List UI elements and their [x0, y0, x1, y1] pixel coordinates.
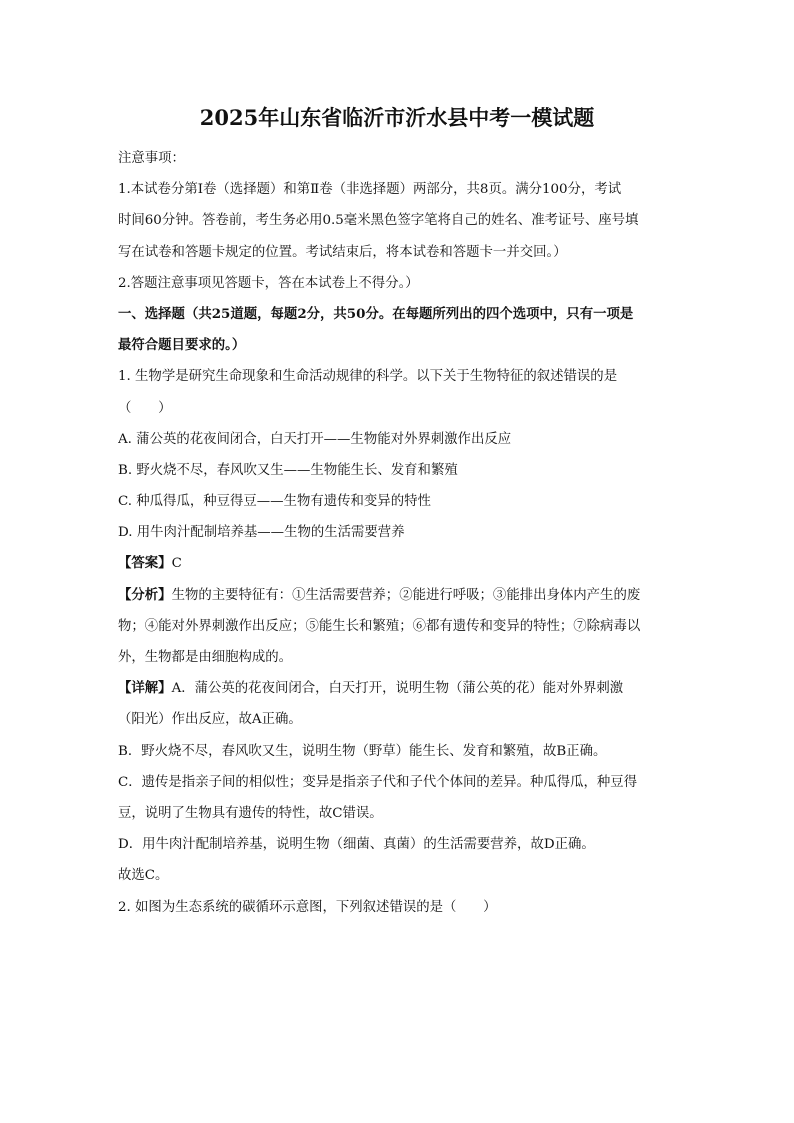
answer-value: C: [171, 556, 182, 572]
analysis-text-1: 生物的主要特征有：①生活需要营养；②能进行呼吸；③能排出身体内产生的废: [171, 587, 641, 603]
notice-1-line-2: 时间60分钟。答卷前，考生务必用0.5毫米黑色签字笔将自己的姓名、准考证号、座号填: [118, 213, 639, 229]
analysis-line-3: 外，生物都是由细胞构成的。: [118, 650, 293, 665]
detail-label: 【详解】: [118, 680, 172, 697]
detail-a-text-1: A．蒲公英的花夜间闭合，白天打开，说明生物（蒲公英的花）能对外界刺激: [171, 681, 624, 697]
question-1-option-c: C. 种瓜得瓜，种豆得豆——生物有遗传和变异的特性: [118, 494, 431, 510]
detail-b: B．野火烧不尽，春风吹又生，说明生物（野草）能生长、发育和繁殖，故B正确。: [118, 743, 607, 759]
question-1-option-b: B. 野火烧不尽，春风吹又生——生物能生长、发育和繁殖: [118, 462, 458, 478]
question-2-stem: 2. 如图为生态系统的碳循环示意图，下列叙述错误的是（ ）: [118, 899, 497, 915]
detail-a-line-2: （阳光）作出反应，故A正确。: [118, 712, 302, 728]
notice-1-line-1: 1.本试卷分第Ⅰ卷（选择题）和第Ⅱ卷（非选择题）两部分，共8页。满分100分，考试: [118, 182, 622, 198]
analysis-label: 【分析】: [118, 586, 172, 603]
notice-heading: 注意事项：: [118, 151, 185, 166]
notice-2: 2.答题注意事项见答题卡，答在本试卷上不得分。）: [118, 275, 419, 291]
question-1-option-a: A. 蒲公英的花夜间闭合，白天打开——生物能对外界刺激作出反应: [118, 431, 512, 447]
section-1-heading-line-1: 一、选择题（共25道题，每题2分，共50分。在每题所列出的四个选项中，只有一项是: [118, 305, 634, 322]
analysis-line-1: [118, 580, 678, 611]
question-1-stem: 1. 生物学是研究生命现象和生命活动规律的科学。以下关于生物特征的叙述错误的是: [118, 369, 618, 385]
detail-d: D．用牛肉汁配制培养基，说明生物（细菌、真菌）的生活需要营养，故D正确。: [118, 837, 595, 853]
answer-line: [118, 548, 678, 579]
notice-1-line-3: 写在试卷和答题卡规定的位置。考试结束后，将本试卷和答题卡一并交回。）: [118, 244, 567, 260]
detail-c-line-2: 豆，说明了生物具有遗传的特性，故C错误。: [118, 805, 383, 821]
exam-content: [118, 143, 678, 923]
answer-label: 【答案】: [118, 555, 172, 572]
conclusion: 故选C。: [118, 868, 169, 884]
detail-c-line-1: C．遗传是指亲子间的相似性；变异是指亲子代和子代个体间的差异。种瓜得瓜，种豆得: [118, 774, 638, 790]
question-1-blank: （ ）: [118, 400, 172, 416]
question-1-option-d: D. 用牛肉汁配制培养基——生物的生活需要营养: [118, 525, 405, 541]
page-title: 2025年山东省临沂市沂水县中考一模试题: [199, 105, 595, 130]
section-1-heading-line-2: 最符合题目要求的。）: [118, 337, 246, 354]
detail-a-line-1: [118, 673, 678, 704]
analysis-line-2: 物；④能对外界刺激作出反应；⑤能生长和繁殖；⑥都有遗传和变异的特性；⑦除病毒以: [118, 618, 641, 634]
